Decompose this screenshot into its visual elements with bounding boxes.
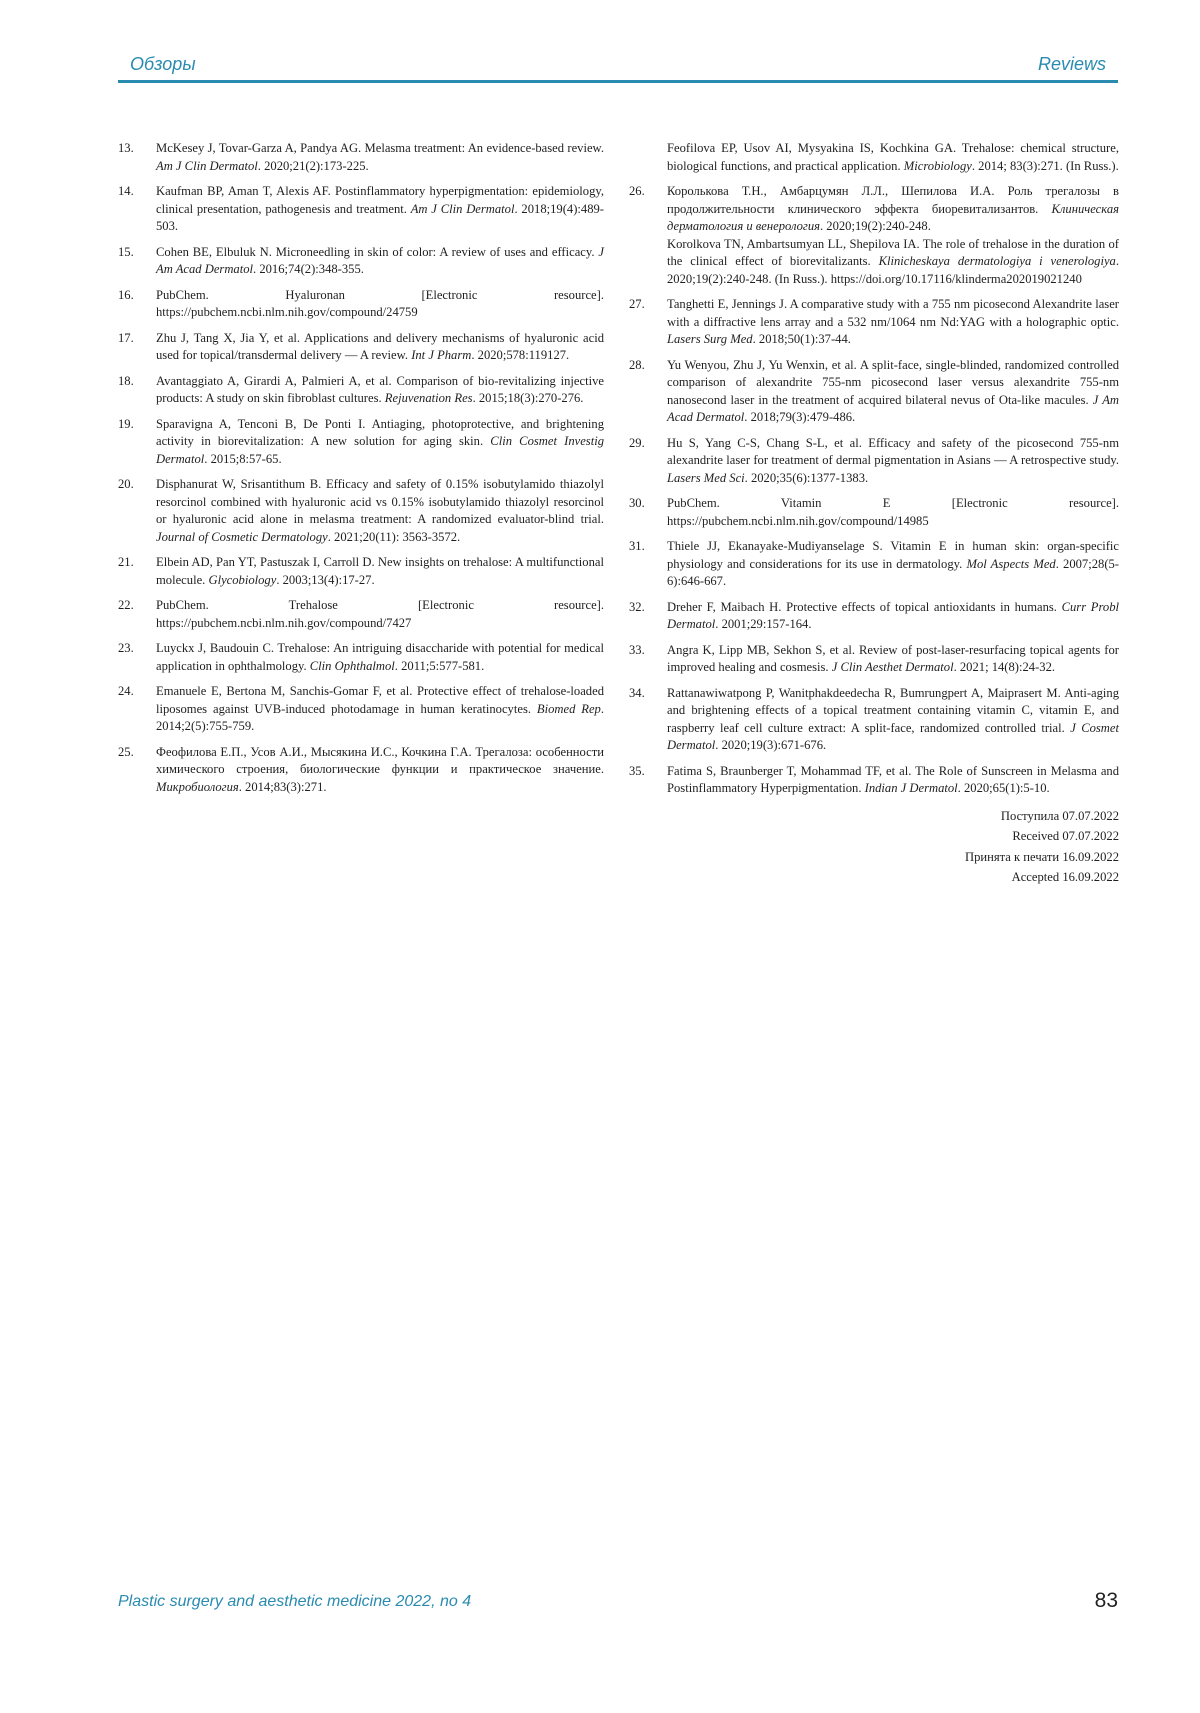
reference-text: Thiele JJ, Ekanayake-Mudiyanselage S. Vitamin E in human skin: organ-specific physiology and considerations for its use in dermatology. Mol Aspects Med. 2007;28(5-6):646-667. — [667, 539, 1120, 588]
reference-text: Avantaggiato A, Girardi A, Palmieri A, et al. Comparison of bio-revitalizing injective products: A study on skin fibroblast cultures. Rejuvenation Res. 2015;18(3):270-276. — [156, 373, 604, 405]
accepted-date-ru: Принята к печати 16.09.2022 — [964, 849, 1119, 864]
header-section-ru: Обзоры — [130, 54, 196, 74]
reference-number: 21. — [118, 555, 134, 569]
reference-item — [629, 296, 1119, 349]
reference-number: 17. — [118, 330, 134, 345]
reference-item — [118, 554, 604, 589]
reference-number: 33. — [629, 642, 645, 657]
reference-item — [629, 642, 1119, 677]
reference-number: 16. — [118, 287, 134, 302]
reference-text: Angra K, Lipp MB, Sekhon S, et al. Review of post-laser-resurfacing topical agents for improved healing and cosmesis. J Clin Aesthet Dermatol. 2021; 14(8):24-32. — [667, 642, 1119, 674]
reference-item — [629, 599, 1119, 634]
reference-text: Cohen BE, Elbuluk N. Microneedling in skin of color: A review of uses and efficacy. J Am Acad Dermatol. 2016;74(2):348-355. — [156, 244, 604, 276]
reference-item — [118, 373, 604, 408]
running-footer — [118, 1589, 1118, 1623]
reference-number: 19. — [118, 416, 134, 431]
reference-item — [118, 416, 604, 469]
references-left-column — [118, 140, 604, 804]
reference-text: Elbein AD, Pan YT, Pastuszak I, Carroll D. New insights on trehalose: A multifunctional molecule. Glycobiology. 2003;13(4):17-27. — [156, 555, 604, 587]
reference-text: Kaufman BP, Aman T, Alexis AF. Postinflammatory hyperpigmentation: epidemiology, clinical presentation, pathogenesis and treatment. Am J Clin Dermatol. 2018;19(4):489-503. — [156, 184, 604, 233]
reference-item — [629, 538, 1119, 591]
page-number: 83 — [1094, 1589, 1118, 1612]
reference-number: 15. — [118, 244, 134, 259]
reference-text: Fatima S, Braunberger T, Mohammad TF, et al. The Role of Sunscreen in Melasma and Postinflammatory Hyperpigmentation. Indian J Dermatol. 2020;65(1):5-10. — [667, 763, 1119, 795]
header-section-en: Reviews — [1037, 54, 1106, 74]
reference-number: 25. — [118, 744, 134, 759]
reference-text: Zhu J, Tang X, Jia Y, et al. Applications and delivery mechanisms of hyaluronic acid used for topical/transdermal delivery — A review. Int J Pharm. 2020;578:119127. — [156, 330, 604, 362]
reference-item — [118, 287, 604, 322]
reference-item — [118, 744, 604, 797]
reference-item — [629, 763, 1119, 798]
received-date-ru: Поступила 07.07.2022 — [1000, 808, 1119, 823]
reference-text: Disphanurat W, Srisantithum B. Efficacy and safety of 0.15% isobutylamido thiazolyl resorcinol combined with hyaluronic acid vs 0.15% isobutylamido thiazolyl resorcinol or hyaluronic acid alone in melasma treatment: A randomized evaluator-blind trial. Journal of Cosmetic Dermatology. 2021;20(11): 3563-3572. — [156, 477, 604, 544]
reference-item — [118, 183, 604, 236]
reference-number: 23. — [118, 641, 134, 655]
reference-text: PubChem. Trehalose [Electronic resource]. https://pubchem.ncbi.nlm.nih.gov/compound/7427 — [156, 598, 604, 630]
reference-text: Hu S, Yang C-S, Chang S-L, et al. Efficacy and safety of the picosecond 755-nm alexandrite laser for treatment of dermal pigmentation in Asians — A retrospective study. Lasers Med Sci. 2020;35(6):1377-1383. — [667, 435, 1119, 485]
reference-text: Dreher F, Maibach H. Protective effects of topical antioxidants in humans. Curr Probl Dermatol. 2001;29:157-164. — [667, 599, 1119, 631]
reference-item — [118, 476, 604, 546]
reference-number: 35. — [629, 763, 645, 778]
reference-text: Yu Wenyou, Zhu J, Yu Wenxin, et al. A split-face, single-blinded, randomized controlled comparison of alexandrite 755-nm picosecond laser versus alexandrite 755-nm nanosecond laser in the treatment of acquired bilateral nevus of Ota-like macules. J Am Acad Dermatol. 2018;79(3):479-486. — [667, 357, 1119, 424]
reference-item — [118, 330, 604, 365]
reference-text: PubChem. Hyaluronan [Electronic resource]. https://pubchem.ncbi.nlm.nih.gov/compound/24759 — [156, 287, 604, 319]
reference-number: 31. — [629, 539, 645, 553]
accepted-date-en: Accepted 16.09.2022 — [1011, 870, 1119, 884]
reference-text: Rattanawiwatpong P, Wanitphakdeedecha R, Bumrungpert A, Maiprasert M. Anti-aging and brightening effects of a topical treatment containing vitamin C, vitamin E, and raspberry leaf cell culture extract: A split-face, randomized controlled trial. J Cosmet Dermatol. 2020;19(3):671-676. — [667, 685, 1119, 752]
reference-number: 14. — [118, 184, 134, 198]
references-right-column — [629, 140, 1119, 888]
reference-item — [118, 640, 604, 675]
reference-number: 27. — [629, 297, 645, 311]
reference-number: 20. — [118, 477, 134, 491]
article-dates — [629, 806, 1119, 888]
reference-number: 28. — [629, 357, 645, 372]
reference-number: 26. — [629, 184, 645, 198]
reference-number: 32. — [629, 599, 645, 614]
received-date-en: Received 07.07.2022 — [1012, 829, 1119, 843]
reference-number: 13. — [118, 141, 134, 155]
reference-item — [629, 495, 1119, 530]
running-header — [118, 52, 1118, 82]
reference-item — [629, 357, 1119, 427]
reference-text: McKesey J, Tovar-Garza A, Pandya AG. Melasma treatment: An evidence-based review. Am J Clin Dermatol. 2020;21(2):173-225. — [156, 141, 604, 173]
reference-item — [118, 140, 604, 175]
reference-text: Sparavigna A, Tenconi B, De Ponti I. Antiaging, photoprotective, and brightening activity in biorevitalization: A new solution for aging skin. Clin Cosmet Investig Dermatol. 2015;8:57-65. — [156, 416, 604, 466]
reference-text: Luyckx J, Baudouin C. Trehalose: An intriguing disaccharide with potential for medical application in ophthalmology. Clin Ophthalmol. 2011;5:577-581. — [156, 641, 604, 673]
reference-text: Feofilova EP, Usov AI, Mysyakina IS, Kochkina GA. Trehalose: chemical structure, biological functions, and practical application. Microbiology. 2014; 83(3):271. (In Russ.). — [667, 141, 1119, 173]
reference-number: 18. — [118, 373, 134, 388]
reference-text: Tanghetti E, Jennings J. A comparative study with a 755 nm picosecond Alexandrite laser with a diffractive lens array and a 532 nm/1064 nm Nd:YAG with a holographic optic. Lasers Surg Med. 2018;50(1):37-44. — [667, 297, 1119, 346]
reference-number: 29. — [629, 435, 645, 450]
reference-number: 30. — [629, 496, 645, 510]
header-rule — [118, 80, 1118, 83]
reference-item — [118, 683, 604, 736]
reference-text: Феофилова Е.П., Усов А.И., Мысякина И.С., Кочкина Г.А. Трегалоза: особенности химического строения, биологические функции и практическое значение. Микробиология. 2014;83(3):271. — [156, 744, 604, 794]
reference-text: PubChem. Vitamin E [Electronic resource]. https://pubchem.ncbi.nlm.nih.gov/compound/14985 — [667, 496, 1119, 528]
reference-item — [629, 435, 1119, 488]
reference-item — [629, 685, 1119, 755]
reference-number: 34. — [629, 685, 645, 700]
reference-item — [629, 183, 1119, 288]
reference-number: 22. — [118, 598, 134, 612]
reference-number: 24. — [118, 684, 134, 698]
reference-text: Королькова Т.Н., Амбарцумян Л.Л., Шепилова И.А. Роль трегалозы в продолжительности клинического эффекта биоревитализантов. Клиническая дерматология и венерология. 2020;19(2):240-248. Korolkova TN, Ambartsumyan LL, Shepilova IA. The role of trehalose in the duration of the clinical effect of biorevitalizants. Klinicheskaya dermatologiya i venerologiya. 2020;19(2):240-248. (In Russ.). https://doi.org/10.17116/klinderma202019021240 — [667, 184, 1119, 286]
reference-item — [118, 244, 604, 279]
reference-item — [118, 597, 604, 632]
journal-title: Plastic surgery and aesthetic medicine 2022, no 4 — [118, 1593, 472, 1610]
reference-text: Emanuele E, Bertona M, Sanchis-Gomar F, et al. Protective effect of trehalose-loaded liposomes against UVB-induced photodamage in human keratinocytes. Biomed Rep. 2014;2(5):755-759. — [156, 684, 604, 733]
reference-continuation — [629, 140, 1119, 175]
